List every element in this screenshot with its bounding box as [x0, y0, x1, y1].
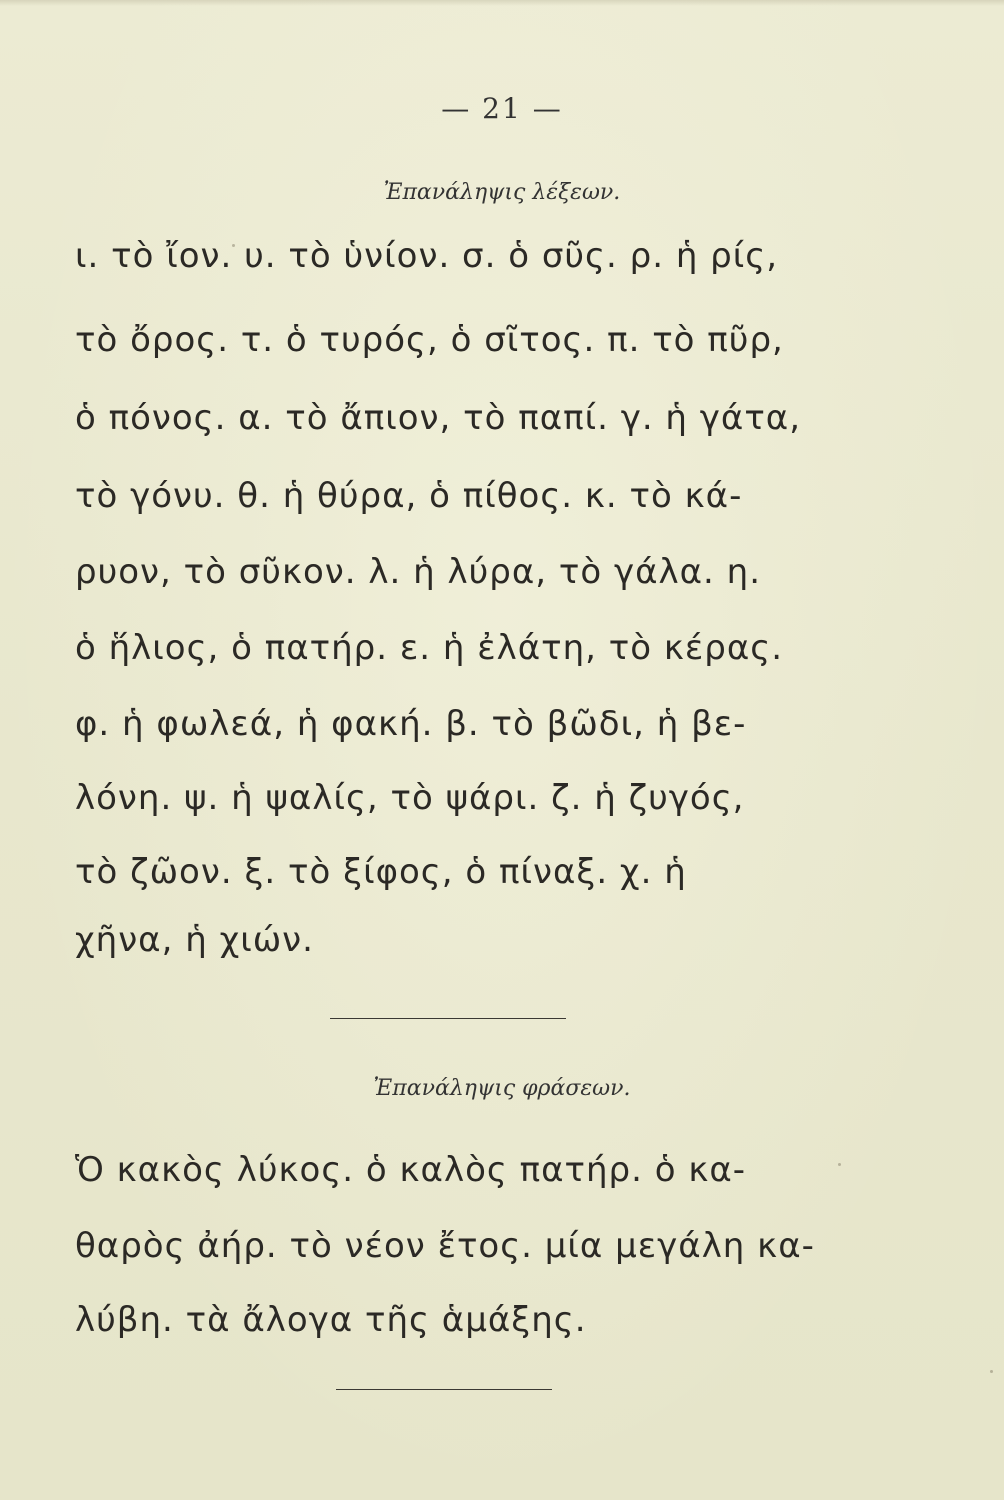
words-line-7: φ. ἡ φωλεά, ἡ φακή. β. τὸ βῶδι, ἡ βε- — [75, 704, 747, 744]
paper-speck — [232, 244, 235, 247]
page-number: — 21 — — [441, 92, 563, 125]
words-line-1: ι. τὸ ἴον. υ. τὸ ὑνίον. σ. ὁ σῦς. ρ. ἡ ρίς, — [75, 236, 779, 276]
phrases-line-2: θαρὸς ἀήρ. τὸ νέον ἔτος. μία μεγάλη κα- — [75, 1226, 815, 1266]
paper-speck — [838, 1163, 841, 1166]
words-line-6: ὁ ἥλιος, ὁ πατήρ. ε. ἡ ἐλάτη, τὸ κέρας. — [75, 628, 784, 668]
section-heading-words: Ἐπανάληψις λέξεων. — [383, 180, 621, 205]
words-line-9: τὸ ζῶον. ξ. τὸ ξίφος, ὁ πίναξ. χ. ἡ — [75, 852, 687, 892]
words-line-4: τὸ γόνυ. θ. ἡ θύρα, ὁ πίθος. κ. τὸ κά- — [75, 476, 743, 516]
words-line-8: λόνη. ψ. ἡ ψαλίς, τὸ ψάρι. ζ. ἡ ζυγός, — [75, 778, 745, 818]
phrases-line-1: Ὁ κακὸς λύκος. ὁ καλὸς πατήρ. ὁ κα- — [75, 1150, 747, 1190]
phrases-line-3: λύβη. τὰ ἄλογα τῆς ἁμάξης. — [75, 1300, 587, 1340]
page-edge-shadow — [0, 0, 1004, 6]
words-line-5: ρυον, τὸ σῦκον. λ. ἡ λύρα, τὸ γάλα. η. — [75, 552, 762, 592]
words-line-10: χῆνα, ἡ χιών. — [75, 920, 314, 960]
paper-speck — [990, 1370, 993, 1373]
words-line-3: ὁ πόνος. α. τὸ ἄπιον, τὸ παπί. γ. ἡ γάτα, — [75, 398, 802, 438]
section-heading-phrases: Ἐπανάληψις φράσεων. — [373, 1076, 631, 1101]
words-line-2: τὸ ὄρος. τ. ὁ τυρός, ὁ σῖτος. π. τὸ πῦρ, — [75, 320, 784, 360]
end-divider — [336, 1389, 552, 1390]
section-divider — [330, 1018, 566, 1019]
